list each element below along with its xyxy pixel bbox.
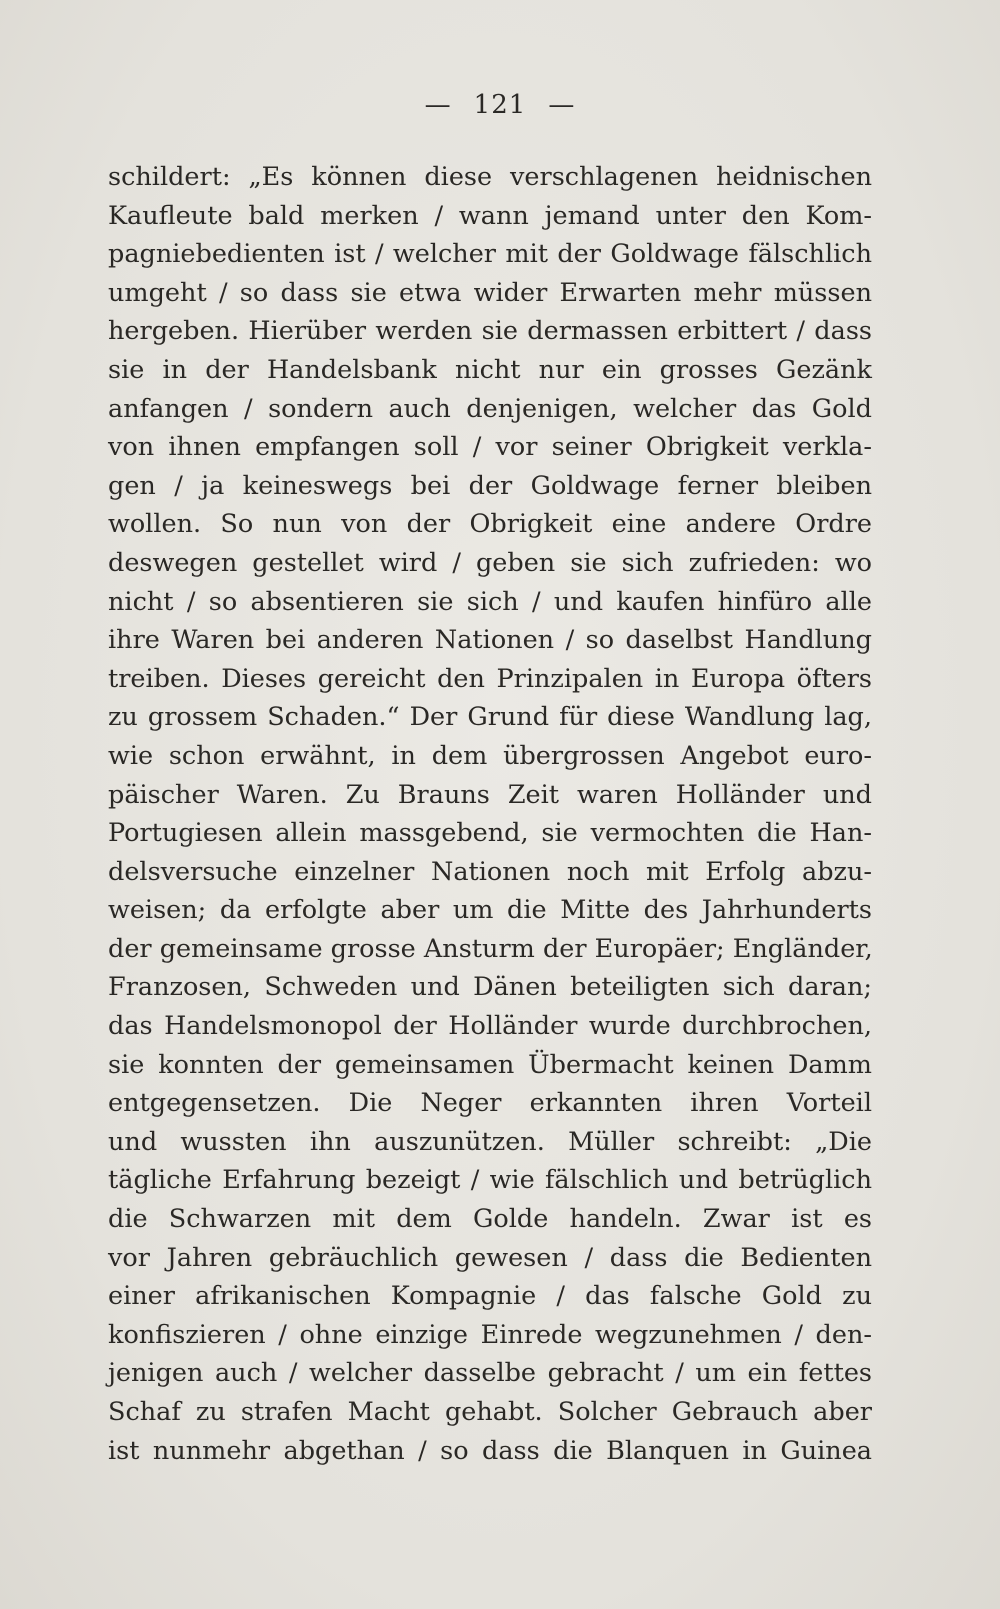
text-line: wie schon erwähnt, in dem übergrossen Angebot euro- bbox=[108, 740, 872, 771]
text-line: und wussten ihn auszunützen. Müller schreibt: „Die bbox=[108, 1126, 872, 1157]
text-line: das Handelsmonopol der Holländer wurde durchbrochen, bbox=[108, 1011, 872, 1042]
text-line: zu grossem Schaden.“ Der Grund für diese Wandlung lag, bbox=[108, 702, 872, 733]
text-line: konfiszieren / ohne einzige Einrede wegzunehmen / den- bbox=[108, 1319, 872, 1350]
text-line: weisen; da erfolgte aber um die Mitte des Jahrhunderts bbox=[108, 895, 872, 926]
text-line: von ihnen empfangen soll / vor seiner Obrigkeit verkla- bbox=[108, 432, 872, 463]
text-line: entgegensetzen. Die Neger erkannten ihren Vorteil bbox=[108, 1088, 872, 1119]
text-line: Franzosen, Schweden und Dänen beteiligten sich daran; bbox=[108, 972, 872, 1003]
text-line: ist nunmehr abgethan / so dass die Blanquen in Guinea bbox=[108, 1435, 872, 1466]
text-line: Portugiesen allein massgebend, sie vermochten die Han- bbox=[108, 818, 872, 849]
folio-dash-left: — bbox=[424, 90, 452, 120]
text-line: deswegen gestellet wird / geben sie sich zufrieden: wo bbox=[108, 547, 872, 578]
text-line: delsversuche einzelner Nationen noch mit Erfolg abzu- bbox=[108, 856, 872, 887]
text-line: gen / ja keineswegs bei der Goldwage ferner bleiben bbox=[108, 470, 872, 501]
text-line: nicht / so absentieren sie sich / und kaufen hinfüro alle bbox=[108, 586, 872, 617]
text-line: wollen. So nun von der Obrigkeit eine andere Ordre bbox=[108, 509, 872, 540]
text-line: ihre Waren bei anderen Nationen / so daselbst Handlung bbox=[108, 625, 872, 656]
text-line: päischer Waren. Zu Brauns Zeit waren Holländer und bbox=[108, 779, 872, 810]
folio-dash-right: — bbox=[548, 90, 576, 120]
page-header bbox=[0, 90, 1000, 120]
text-line: sie konnten der gemeinsamen Übermacht keinen Damm bbox=[108, 1049, 872, 1080]
text-line: treiben. Dieses gereicht den Prinzipalen in Europa öfters bbox=[108, 663, 872, 694]
text-line: die Schwarzen mit dem Golde handeln. Zwar ist es bbox=[108, 1204, 872, 1235]
body-text bbox=[108, 158, 872, 1470]
text-line: sie in der Handelsbank nicht nur ein grosses Gezänk bbox=[108, 354, 872, 385]
text-line: jenigen auch / welcher dasselbe gebracht / um ein fettes bbox=[108, 1358, 872, 1389]
text-line: pagniebedienten ist / welcher mit der Goldwage fälschlich bbox=[108, 239, 872, 270]
text-line: umgeht / so dass sie etwa wider Erwarten mehr müssen bbox=[108, 277, 872, 308]
text-line: schildert: „Es können diese verschlagenen heidnischen bbox=[108, 162, 872, 192]
text-line: anfangen / sondern auch denjenigen, welcher das Gold bbox=[108, 393, 872, 424]
text-line: tägliche Erfahrung bezeigt / wie fälschlich und betrüglich bbox=[108, 1165, 872, 1196]
text-line: vor Jahren gebräuchlich gewesen / dass die Bedienten bbox=[108, 1242, 872, 1273]
text-line: Schaf zu strafen Macht gehabt. Solcher Gebrauch aber bbox=[108, 1397, 872, 1427]
text-line: hergeben. Hierüber werden sie dermassen erbittert / dass bbox=[108, 316, 872, 347]
page-number: 121 bbox=[473, 90, 527, 120]
text-line: Kaufleute bald merken / wann jemand unter den Kom- bbox=[108, 200, 872, 231]
text-line: der gemeinsame grosse Ansturm der Europäer; Engländer, bbox=[108, 933, 873, 964]
text-line: einer afrikanischen Kompagnie / das falsche Gold zu bbox=[108, 1281, 872, 1312]
